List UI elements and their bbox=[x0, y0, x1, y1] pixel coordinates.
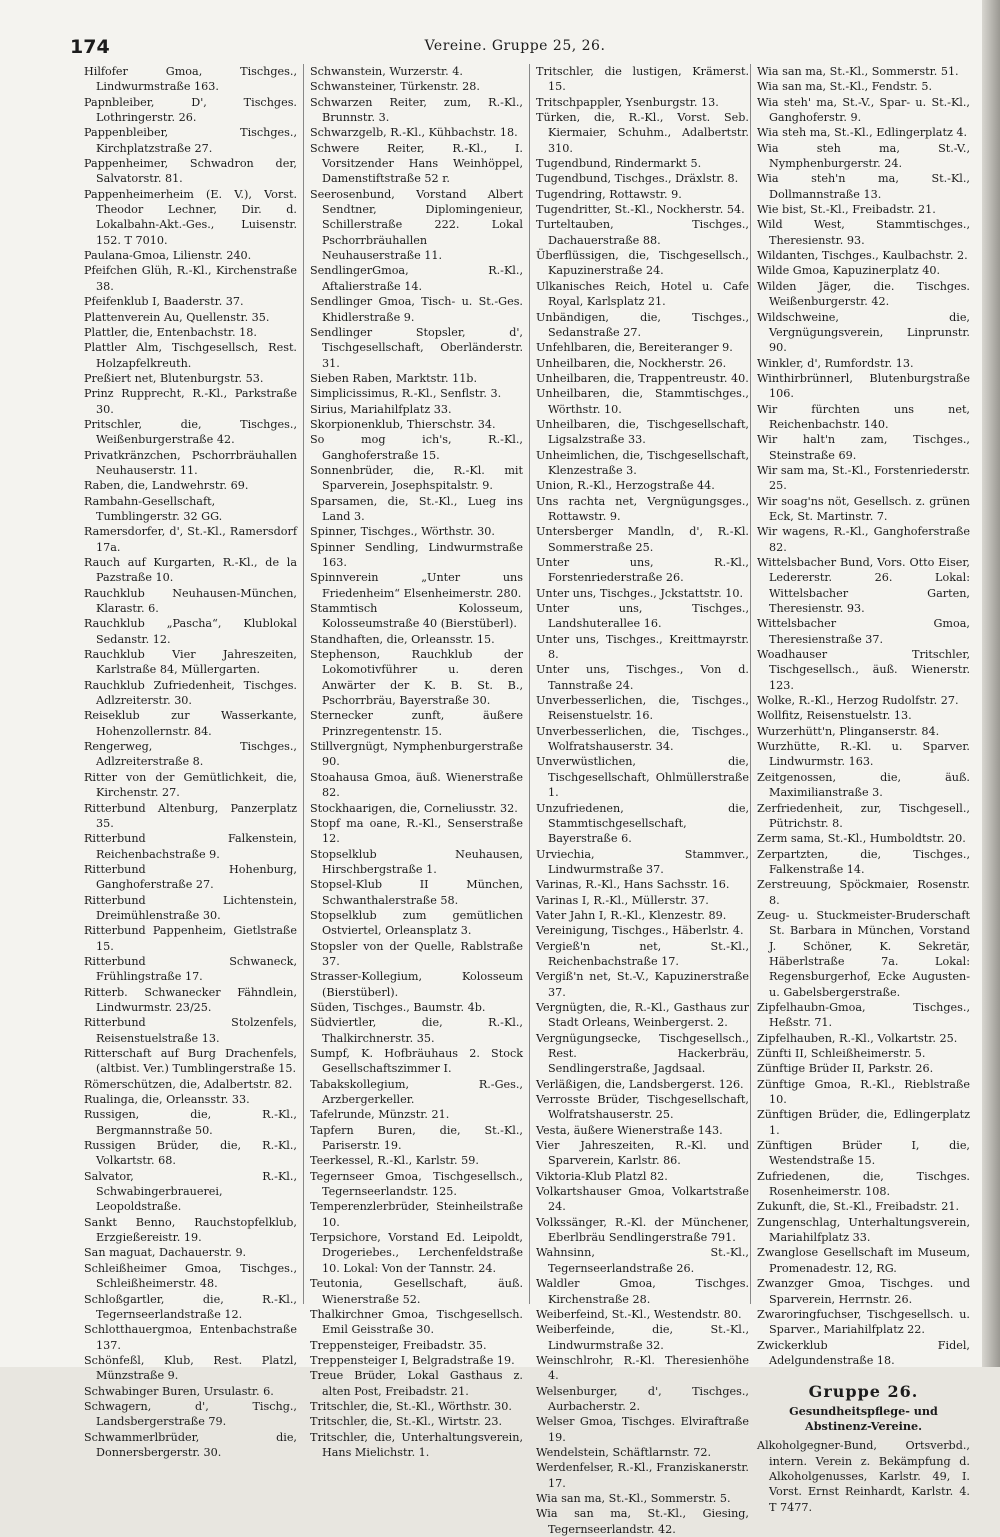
column-4-entries bbox=[757, 64, 970, 1368]
directory-entry: Zipfelhaubn-Gmoa, Tischges., Heßstr. 71. bbox=[757, 1000, 970, 1030]
directory-entry: Zünftige Gmoa, R.-Kl., Rieblstraße 10. bbox=[757, 1077, 970, 1107]
directory-entry: Teutonia, Gesellschaft, äuß. Wienerstraße 52. bbox=[310, 1277, 523, 1306]
directory-entry: Ritterbund Lichtenstein, Dreimühlenstraße 30. bbox=[84, 893, 297, 922]
directory-entry: Zerstreuung, Spöckmaier, Rosenstr. 8. bbox=[757, 878, 970, 907]
directory-entry: Wia san ma, St.-Kl., Fendstr. 5. bbox=[757, 80, 933, 94]
directory-entry: Alkoholgegner-Bund, Ortsverbd., intern. Verein z. Bekämpfung d. Alkoholgenusses, Karlstr. 49, I. Vorst. Ernst Reinhardt, Karlstr. 4. T 7477. bbox=[757, 1439, 970, 1514]
directory-entry: Paulana-Gmoa, Lilienstr. 240. bbox=[84, 249, 252, 263]
directory-entry: Sieben Raben, Marktstr. 11b. bbox=[310, 371, 478, 385]
directory-entry: Prinz Rupprecht, R.-Kl., Parkstraße 30. bbox=[84, 387, 297, 416]
directory-entry: Woadhauser Tritschler, Tischgesellsch., äuß. Wienerstr. 123. bbox=[757, 648, 970, 692]
directory-entry: Wild West, Stammtischges., Theresienstr. 93. bbox=[757, 218, 970, 247]
column-divider bbox=[303, 64, 304, 1304]
directory-entry: Werdenfelser, R.-Kl., Franziskanerstr. 17. bbox=[536, 1461, 749, 1490]
directory-entry: Verläßigen, die, Landsbergerst. 126. bbox=[536, 1077, 744, 1091]
directory-entry: Zufriedenen, die, Tischges. Rosenheimerstr. 108. bbox=[757, 1169, 970, 1199]
group-heading: Gruppe 26. bbox=[808, 1382, 919, 1402]
directory-entry: Unfehlbaren, die, Bereiteranger 9. bbox=[536, 341, 733, 355]
directory-entry: Tritschler, die, St.-Kl., Wörthstr. 30. bbox=[310, 1399, 512, 1413]
directory-entry: Ritterbund Schwaneck, Frühlingstraße 17. bbox=[84, 954, 297, 984]
directory-entry: Wurzerhütt'n, Plinganserstr. 84. bbox=[757, 724, 940, 738]
directory-entry: Zerpartzten, die, Tischges., Falkenstraße 14. bbox=[757, 847, 970, 876]
directory-entry: Sonnenbrüder, die, R.-Kl. mit Sparverein, Josephspitalstr. 9. bbox=[310, 463, 523, 493]
directory-entry: Unter uns, R.-Kl., Forstenriederstraße 26. bbox=[536, 556, 749, 585]
directory-entry: Vesta, äußere Wienerstraße 143. bbox=[536, 1123, 723, 1137]
directory-entry: Wendelstein, Schäftlarnstr. 72. bbox=[536, 1445, 712, 1459]
directory-entry: Ritterbund Pappenheim, Gietlstraße 15. bbox=[84, 924, 297, 953]
directory-entry: Südviertler, die, R.-Kl., Thalkirchnerstr. 35. bbox=[310, 1016, 523, 1045]
directory-entry: Unter uns, Tischges., Von d. Tannstraße 24. bbox=[536, 663, 749, 692]
directory-entry: Unter uns, Tischges., Kreittmayrstr. 8. bbox=[536, 632, 749, 662]
directory-entry: Standhaften, die, Orleansstr. 15. bbox=[310, 632, 495, 646]
directory-entry: Stopselklub zum gemütlichen Ostviertel, Orleansplatz 3. bbox=[310, 908, 523, 938]
directory-entry: Weinschlrohr, R.-Kl. Theresienhöhe 4. bbox=[536, 1353, 749, 1383]
directory-entry: Zwaroringfuchser, Tischgesellsch. u. Sparver., Mariahilfplatz 22. bbox=[757, 1307, 970, 1337]
directory-entry: Raben, die, Landwehrstr. 69. bbox=[84, 479, 249, 493]
directory-entry: Wahnsinn, St.-Kl., Tegernseerlandstraße 26. bbox=[536, 1246, 749, 1275]
directory-entry: Stopsler von der Quelle, Rablstraße 37. bbox=[310, 939, 523, 968]
directory-entry: Plattler Alm, Tischgesellsch, Rest. Holzapfelkreuth. bbox=[84, 341, 297, 370]
directory-entry: Römerschützen, die, Adalbertstr. 82. bbox=[84, 1077, 293, 1091]
directory-entry: Zwanglose Gesellschaft im Museum, Promenadestr. 12, RG. bbox=[757, 1246, 970, 1275]
directory-entry: Winthirbrünnerl, Blutenburgstraße 106. bbox=[757, 371, 970, 401]
directory-entry: Vereinigung, Tischges., Häberlstr. 4. bbox=[536, 924, 744, 938]
directory-entry: Vater Jahn I, R.-Kl., Klenzestr. 89. bbox=[536, 908, 727, 922]
directory-entry: Pappenbleiber, Tischges., Kirchplatzstraße 27. bbox=[84, 126, 297, 155]
directory-entry: Simplicissimus, R.-Kl., Senflstr. 3. bbox=[310, 387, 502, 401]
directory-entry: Plattenverein Au, Quellenstr. 35. bbox=[84, 310, 270, 324]
directory-entry: Zünftige Brüder II, Parkstr. 26. bbox=[757, 1062, 934, 1076]
directory-entry: Zwickerklub Fidel, Adelgundenstraße 18. bbox=[757, 1338, 970, 1367]
directory-entry: Ritterbund Hohenburg, Ganghoferstraße 27. bbox=[84, 862, 297, 892]
directory-entry: Rauchklub Zufriedenheit, Tischges. Adlzreiterstr. 30. bbox=[84, 678, 297, 708]
directory-entry: Zukunft, die, St.-Kl., Freibadstr. 21. bbox=[757, 1200, 960, 1214]
directory-entry: Vergiß'n net, St.-V., Kapuzinerstraße 37. bbox=[536, 970, 749, 999]
directory-entry: Spinner Sendling, Lindwurmstraße 163. bbox=[310, 540, 523, 569]
directory-entry: Reiseklub zur Wasserkante, Hohenzollernstr. 84. bbox=[84, 709, 297, 738]
directory-entry: Tritschler, die lustigen, Krämerst. 15. bbox=[536, 65, 749, 94]
directory-entry: Unheimlichen, die, Tischgesellschaft, Klenzestraße 3. bbox=[536, 448, 749, 477]
directory-entry: Wia steh' ma, St.-V., Spar- u. St.-Kl., Ganghoferstr. 9. bbox=[757, 95, 970, 125]
directory-entry: Rambahn-Gesellschaft, Tumblingerstr. 32 GG. bbox=[84, 494, 223, 523]
directory-entry: Unverbesserlichen, die, Tischges., Reisenstuelstr. 16. bbox=[536, 694, 749, 723]
directory-entry: Unheilbaren, die, Tischgesellschaft, Ligsalzstraße 33. bbox=[536, 417, 749, 447]
directory-entry: Pappenheimerheim (E. V.), Vorst. Theodor Lechner, Dir. d. Lokalbahn-Akt.-Ges., Luisenstr. 152. T 7010. bbox=[84, 187, 297, 247]
directory-entry: Welser Gmoa, Tischges. Elviraftraße 19. bbox=[536, 1415, 749, 1444]
column-1 bbox=[84, 64, 297, 1459]
directory-entry: Varinas, R.-Kl., Hans Sachsstr. 16. bbox=[536, 878, 730, 892]
directory-entry: Tritschler, die, St.-Kl., Wirtstr. 23. bbox=[310, 1415, 503, 1429]
directory-entry: Russigen, die, R.-Kl., Bergmannstraße 50. bbox=[84, 1108, 297, 1137]
directory-entry: Wir halt'n zam, Tischges., Steinstraße 69. bbox=[757, 433, 970, 462]
directory-entry: Zipfelhauben, R.-Kl., Volkartstr. 25. bbox=[757, 1031, 958, 1045]
directory-entry: Tafelrunde, Münzstr. 21. bbox=[310, 1108, 450, 1122]
directory-entry: Schwammerlbrüder, die, Donnersbergerstr. 30. bbox=[84, 1430, 297, 1459]
directory-entry: Zünftigen Brüder I, die, Westendstraße 15. bbox=[757, 1139, 970, 1168]
directory-entry: Stopsel-Klub II München, Schwanthalerstraße 58. bbox=[310, 878, 523, 907]
directory-entry: Treppensteiger, Freibadstr. 35. bbox=[310, 1338, 487, 1352]
directory-entry: Treue Brüder, Lokal Gasthaus z. alten Post, Freibadstr. 21. bbox=[310, 1369, 523, 1398]
directory-entry: Skorpionenklub, Thierschstr. 34. bbox=[310, 417, 496, 431]
directory-entry: Schwabinger Buren, Ursulastr. 6. bbox=[84, 1384, 274, 1398]
directory-entry: Tritschler, die, Unterhaltungsverein, Hans Mielichstr. 1. bbox=[310, 1430, 523, 1459]
directory-entry: Tritschpappler, Ysenburgstr. 13. bbox=[536, 95, 719, 109]
directory-entry: Zeug- u. Stuckmeister-Bruderschaft St. Barbara in München, Vorstand J. Schöner, K. Sekretär, Häberlstraße 7a. Lokal: Regensburgerhof, Ecke Augusten- u. Gabelsbergerstraße. bbox=[757, 908, 970, 999]
directory-entry: Wilde Gmoa, Kapuzinerplatz 40. bbox=[757, 264, 941, 278]
directory-entry: Unter uns, Tischges., Jckstattstr. 10. bbox=[536, 586, 744, 600]
directory-entry: Wolke, R.-Kl., Herzog Rudolfstr. 27. bbox=[757, 694, 959, 708]
directory-entry: Hilfofer Gmoa, Tischges., Lindwurmstraße 163. bbox=[84, 65, 297, 94]
directory-entry: Wittelsbacher Bund, Vors. Otto Eiser, Ledererstr. 26. Lokal: Wittelsbacher Garten, Theresienstr. 93. bbox=[757, 556, 970, 616]
directory-entry: Tugendritter, St.-Kl., Nockherstr. 54. bbox=[536, 203, 745, 217]
directory-entry: Vier Jahreszeiten, R.-Kl. und Sparverein, Karlstr. 86. bbox=[536, 1139, 749, 1168]
directory-entry: Rauch auf Kurgarten, R.-Kl., de la Pazstraße 10. bbox=[84, 556, 297, 585]
column-4 bbox=[757, 64, 970, 1514]
directory-entry: Stillvergnügt, Nymphenburgerstraße 90. bbox=[310, 740, 523, 769]
directory-entry: Süden, Tischges., Baumstr. 4b. bbox=[310, 1000, 486, 1014]
directory-entry: San maguat, Dachauerstr. 9. bbox=[84, 1246, 247, 1260]
directory-entry: Unheilbaren, die, Trappentreustr. 40. bbox=[536, 371, 749, 385]
directory-entry: Volkssänger, R.-Kl. der Münchener, Eberlbräu Sendlingerstraße 791. bbox=[536, 1215, 749, 1245]
directory-entry: Sendlinger Gmoa, Tisch- u. St.-Ges. Khidlerstraße 9. bbox=[310, 295, 523, 324]
directory-entry: Rualinga, die, Orleansstr. 33. bbox=[84, 1093, 250, 1107]
directory-entry: Ulkanisches Reich, Hotel u. Cafe Royal, Karlsplatz 21. bbox=[536, 279, 749, 309]
directory-entry: Winkler, d', Rumfordstr. 13. bbox=[757, 356, 914, 370]
directory-entry: Tugendring, Rottawstr. 9. bbox=[536, 187, 682, 201]
directory-entry: Ramersdorfer, d', St.-Kl., Ramersdorf 17a. bbox=[84, 525, 297, 554]
directory-entry: Wittelsbacher Gmoa, Theresienstraße 37. bbox=[757, 617, 970, 646]
directory-entry: Wia steh ma, St.-Kl., Edlingerplatz 4. bbox=[757, 126, 968, 140]
directory-entry: Zünfti II, Schleißheimerstr. 5. bbox=[757, 1047, 926, 1060]
directory-entry: Pfeifchen Glüh, R.-Kl., Kirchenstraße 38. bbox=[84, 264, 297, 293]
directory-entry: Wir soag'ns nöt, Gesellsch. z. grünen Eck, St. Martinstr. 7. bbox=[757, 494, 970, 523]
directory-entry: Unheilbaren, die, Stammtischges., Wörthstr. 10. bbox=[536, 387, 749, 416]
directory-entry: Welsenburger, d', Tischges., Aurbacherstr. 2. bbox=[536, 1384, 749, 1413]
directory-entry: Unter uns, Tischges., Landshuterallee 16. bbox=[536, 602, 749, 631]
directory-entry: Wia steh ma, St.-V., Nymphenburgerstr. 24. bbox=[757, 141, 970, 171]
directory-entry: Wildanten, Tischges., Kaulbachstr. 2. bbox=[757, 249, 968, 263]
directory-entry: Schönfeßl, Klub, Rest. Platzl, Münzstraße 9. bbox=[84, 1353, 297, 1383]
page-edge-shadow bbox=[982, 0, 1000, 1367]
directory-entry: Strasser-Kollegium, Kolosseum (Bierstüberl). bbox=[310, 970, 523, 999]
directory-entry: Ritter von der Gemütlichkeit, die, Kirchenstr. 27. bbox=[84, 770, 297, 800]
directory-entry: Pfeifenklub I, Baaderstr. 37. bbox=[84, 295, 244, 309]
directory-entry: Terpsichore, Vorstand Ed. Leipoldt, Drogeriebes., Lerchenfeldstraße 10. Lokal: Von der Tannstr. 24. bbox=[310, 1231, 523, 1275]
directory-entry: Wurzhütte, R.-Kl. u. Sparver. Lindwurmstr. 163. bbox=[757, 740, 970, 769]
directory-entry: Pappenheimer, Schwadron der, Salvatorstr. 81. bbox=[84, 157, 297, 186]
directory-entry: Rauchklub Neuhausen-München, Klarastr. 6. bbox=[84, 586, 297, 616]
directory-entry: Unbändigen, die, Tischges., Sedanstraße 27. bbox=[536, 310, 749, 339]
directory-entry: Urviechia, Stammver., Lindwurmstraße 37. bbox=[536, 847, 749, 876]
directory-entry: Wie bist, St.-Kl., Freibadstr. 21. bbox=[757, 203, 936, 217]
directory-entry: Schwanstein, Wurzerstr. 4. bbox=[310, 65, 463, 78]
directory-entry: Zerm sama, St.-Kl., Humboldtstr. 20. bbox=[757, 832, 966, 846]
directory-entry: Schwansteiner, Türkenstr. 28. bbox=[310, 80, 480, 94]
directory-entry: Unzufriedenen, die, Stammtischgesellschaft, Bayerstraße 6. bbox=[536, 801, 749, 846]
directory-entry: Volkartshauser Gmoa, Volkartstraße 24. bbox=[536, 1185, 749, 1214]
column-3 bbox=[536, 64, 749, 1536]
directory-entry: Stephenson, Rauchklub der Lokomotivführer u. deren Anwärter der K. B. St. B., Pschorrbräu, Bayerstraße 30. bbox=[310, 648, 523, 708]
column-divider bbox=[750, 64, 751, 1304]
directory-entry: Varinas I, R.-Kl., Müllerstr. 37. bbox=[536, 893, 709, 907]
directory-entry: Weiberfeinde, die, St.-Kl., Lindwurmstraße 32. bbox=[536, 1323, 749, 1352]
directory-entry: Sparsamen, die, St.-Kl., Lueg ins Land 3. bbox=[310, 494, 523, 523]
directory-entry: Unheilbaren, die, Nockherstr. 26. bbox=[536, 356, 727, 370]
directory-entry: Vergnügten, die, R.-Kl., Gasthaus zur Stadt Orleans, Weinbergerst. 2. bbox=[536, 1000, 749, 1030]
directory-entry: Union, R.-Kl., Herzogstraße 44. bbox=[536, 479, 715, 493]
directory-entry: Ritterbund Stolzenfels, Reisenstuelstraße 13. bbox=[84, 1016, 297, 1045]
page-header bbox=[70, 36, 960, 60]
directory-entry: Tabakskollegium, R.-Ges., Arzbergerkeller. bbox=[310, 1077, 523, 1107]
column-divider bbox=[529, 64, 530, 1304]
directory-entry: Zerfriedenheit, zur, Tischgesell., Pütrichstr. 8. bbox=[757, 801, 970, 830]
directory-entry: Rauchklub „Pascha“, Klublokal Sedanstr. 12. bbox=[84, 617, 297, 646]
directory-entry: Thalkirchner Gmoa, Tischgesellsch. Emil Geisstraße 30. bbox=[310, 1307, 523, 1337]
group-subheading: Gesundheitspflege- und Abstinenz-Vereine. bbox=[789, 1404, 938, 1434]
directory-entry: Teerkessel, R.-Kl., Karlstr. 59. bbox=[310, 1154, 479, 1168]
directory-entry: Rauchklub Vier Jahreszeiten, Karlstraße 84, Müllergarten. bbox=[84, 648, 297, 677]
directory-entry: Pritschler, die, Tischges., Weißenburgerstraße 42. bbox=[84, 417, 297, 447]
directory-entry: Vergnügungsecke, Tischgesellsch., Rest. Hackerbräu, Sendlingerstraße, Jagdsaal. bbox=[536, 1031, 749, 1076]
directory-entry: Ritterbund Falkenstein, Reichenbachstraße 9. bbox=[84, 832, 297, 861]
directory-entry: Tugendbund, Rindermarkt 5. bbox=[536, 157, 702, 171]
directory-entry: Stopf ma oane, R.-Kl., Senserstraße 12. bbox=[310, 816, 523, 846]
directory-entry: Stopselklub Neuhausen, Hirschbergstraße 1. bbox=[310, 847, 523, 876]
directory-entry: Sumpf, K. Hofbräuhaus 2. Stock Gesellschaftszimmer I. bbox=[310, 1047, 523, 1076]
directory-entry: Wildschweine, die, Vergnügungsverein, Linprunstr. 90. bbox=[757, 310, 970, 355]
directory-entry: Stoahausa Gmoa, äuß. Wienerstraße 82. bbox=[310, 770, 523, 800]
directory-entry: Tugendbund, Tischges., Dräxlstr. 8. bbox=[536, 172, 739, 186]
directory-entry: Wia san ma, St.-Kl., Sommerstr. 5. bbox=[536, 1491, 731, 1505]
column-2 bbox=[310, 64, 523, 1459]
directory-entry: Türken, die, R.-Kl., Vorst. Seb. Kiermaier, Schuhm., Adalbertstr. 310. bbox=[536, 111, 749, 155]
directory-entry: Schwere Reiter, R.-Kl., I. Vorsitzender Hans Weinhöppel, Damenstiftstraße 52 r. bbox=[310, 141, 523, 186]
directory-entry: Sendlinger Stopsler, d', Tischgesellschaft, Oberländerstr. 31. bbox=[310, 325, 523, 370]
directory-entry: Treppensteiger I, Belgradstraße 19. bbox=[310, 1353, 515, 1367]
directory-entry: Unverwüstlichen, die, Tischgesellschaft, Ohlmüllerstraße 1. bbox=[536, 755, 749, 800]
directory-entry: Weiberfeind, St.-Kl., Westendstr. 80. bbox=[536, 1307, 742, 1321]
directory-entry: Turteltauben, Tischges., Dachauerstraße 88. bbox=[536, 218, 749, 247]
group26-entries bbox=[757, 1438, 970, 1515]
directory-entry: Sirius, Mariahilfplatz 33. bbox=[310, 402, 452, 416]
directory-entry: Wir sam ma, St.-Kl., Forstenriederstr. 25. bbox=[757, 463, 970, 493]
running-head: Vereine. Gruppe 25, 26. bbox=[424, 38, 606, 54]
directory-entry: Stammtisch Kolosseum, Kolosseumstraße 40 (Bierstüberl). bbox=[310, 602, 523, 631]
directory-entry: Schleißheimer Gmoa, Tischges., Schleißheimerstr. 48. bbox=[84, 1261, 297, 1291]
directory-entry: Temperenzlerbrüder, Steinheilstraße 10. bbox=[310, 1200, 523, 1229]
directory-entry: Verrosste Brüder, Tischgesellschaft, Wolfratshauserstr. 25. bbox=[536, 1093, 749, 1122]
directory-entry: Ritterb. Schwanecker Fähndlein, Lindwurmstr. 23/25. bbox=[84, 985, 297, 1014]
directory-entry: Plattler, die, Entenbachstr. 18. bbox=[84, 325, 257, 339]
directory-entry: SendlingerGmoa, R.-Kl., Aftalierstraße 14. bbox=[310, 264, 523, 293]
directory-entry: Papnbleiber, D', Tischges. Lothringerstr. 26. bbox=[84, 95, 297, 125]
directory-entry: Wollfitz, Reisenstuelstr. 13. bbox=[757, 709, 912, 723]
directory-entry: Rengerweg, Tischges., Adlzreiterstraße 8. bbox=[84, 740, 297, 769]
directory-columns bbox=[84, 64, 970, 1536]
directory-entry: Waldler Gmoa, Tischges. Kirchenstraße 28. bbox=[536, 1277, 749, 1306]
directory-entry: Stockhaarigen, die, Corneliusstr. 32. bbox=[310, 801, 518, 815]
directory-entry: Wia san ma, St.-Kl., Sommerstr. 51. bbox=[757, 65, 959, 78]
directory-entry: Tapfern Buren, die, St.-Kl., Pariserstr. 19. bbox=[310, 1123, 523, 1153]
directory-entry: Wia steh'n ma, St.-Kl., Dollmannstraße 13. bbox=[757, 172, 970, 201]
directory-entry: Schwarzgelb, R.-Kl., Kühbachstr. 18. bbox=[310, 126, 518, 140]
directory-entry: So mog ich's, R.-Kl., Ganghoferstraße 15. bbox=[310, 433, 523, 462]
directory-entry: Wir fürchten uns net, Reichenbachstr. 140. bbox=[757, 402, 970, 431]
directory-entry: Unverbesserlichen, die, Tischges., Wolfratshauserstr. 34. bbox=[536, 724, 749, 754]
directory-entry: Wilden Jäger, die. Tischges. Weißenburgerstr. 42. bbox=[757, 279, 970, 309]
directory-entry: Zünftigen Brüder, die, Edlingerplatz 1. bbox=[757, 1108, 970, 1137]
directory-entry: Sternecker zunft, äußere Prinzregentenstr. 15. bbox=[310, 709, 523, 738]
directory-entry: Vergieß'n net, St.-Kl., Reichenbachstraße 17. bbox=[536, 939, 749, 968]
directory-entry: Uns rachta net, Vergnügungsges., Rottawstr. 9. bbox=[536, 494, 749, 523]
directory-entry: Privatkränzchen, Pschorrbräuhallen Neuhauserstr. 11. bbox=[84, 448, 297, 477]
page-number: 174 bbox=[70, 36, 110, 58]
directory-entry: Ritterschaft auf Burg Drachenfels, (altbist. Ver.) Tumblingerstraße 15. bbox=[84, 1047, 297, 1076]
directory-entry: Spinnverein „Unter uns Friedenheim“ Elsenheimerstr. 280. bbox=[310, 571, 523, 600]
directory-entry: Russigen Brüder, die, R.-Kl., Volkartstr. 68. bbox=[84, 1139, 297, 1168]
directory-entry: Schlotthauergmoa, Entenbachstraße 137. bbox=[84, 1323, 297, 1352]
directory-entry: Ritterbund Altenburg, Panzerplatz 35. bbox=[84, 801, 297, 830]
directory-entry: Schloßgartler, die, R.-Kl., Tegernseerlandstraße 12. bbox=[84, 1292, 297, 1321]
directory-entry: Untersberger Mandln, d', R.-Kl. Sommerstraße 25. bbox=[536, 525, 749, 554]
directory-entry: Zungenschlag, Unterhaltungsverein, Mariahilfplatz 33. bbox=[757, 1215, 970, 1245]
directory-entry: Preßiert net, Blutenburgstr. 53. bbox=[84, 371, 264, 385]
directory-entry: Wir wagens, R.-Kl., Ganghoferstraße 82. bbox=[757, 525, 970, 554]
directory-entry: Schwarzen Reiter, zum, R.-Kl., Brunnstr. 3. bbox=[310, 95, 523, 125]
directory-entry: Wia san ma, St.-Kl., Giesing, Tegernseerlandstr. 42. bbox=[536, 1507, 749, 1536]
directory-entry: Tegernseer Gmoa, Tischgesellsch., Tegernseerlandstr. 125. bbox=[310, 1169, 523, 1199]
directory-entry: Schwagern, d', Tischg., Landsbergerstraße 79. bbox=[84, 1399, 297, 1429]
directory-entry: Sankt Benno, Rauchstopfelklub, Erzgießereistr. 19. bbox=[84, 1215, 297, 1245]
directory-entry: Seerosenbund, Vorstand Albert Sendtner, Diplomingenieur, Schillerstraße 222. Lokal Pschorrbräuhallen Neuhauserstraße 11. bbox=[310, 187, 523, 263]
directory-entry: Spinner, Tischges., Wörthstr. 30. bbox=[310, 525, 495, 539]
directory-entry: Viktoria-Klub Platzl 82. bbox=[536, 1169, 668, 1183]
directory-entry: Zwanzger Gmoa, Tischges. und Sparverein, Herrnstr. 26. bbox=[757, 1277, 970, 1306]
directory-entry: Überflüssigen, die, Tischgesellsch., Kapuzinerstraße 24. bbox=[536, 249, 749, 278]
directory-entry: Salvator, R.-Kl., Schwabingerbrauerei, Leopoldstraße. bbox=[84, 1169, 297, 1214]
directory-entry: Zeitgenossen, die, äuß. Maximilianstraße 3. bbox=[757, 770, 970, 800]
